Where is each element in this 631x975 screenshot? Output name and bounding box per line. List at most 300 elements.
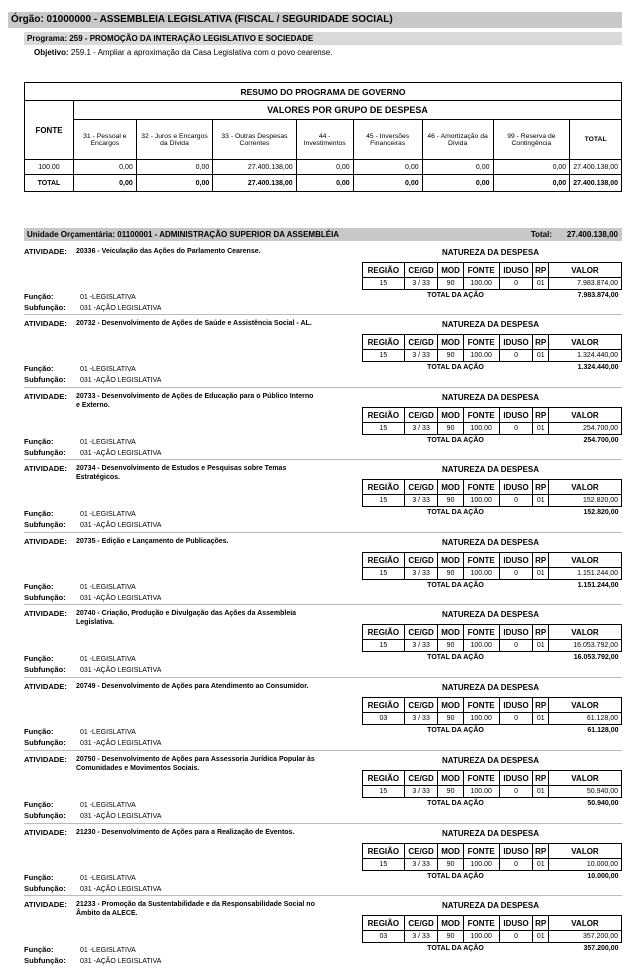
natureza-title: NATUREZA DA DESPESA <box>442 393 540 402</box>
col-header: IDUSO <box>499 553 533 568</box>
total-acao-label: TOTAL DA AÇÃO <box>427 292 484 299</box>
subfuncao-row <box>24 811 161 820</box>
subfuncao-label: Subfunção: <box>24 375 66 384</box>
total-cell: 0,00 <box>493 175 570 192</box>
funcao-value: 01 -LEGISLATIVA <box>80 947 136 954</box>
funcao-value: 01 -LEGISLATIVA <box>80 584 136 591</box>
atividade-label: ATIVIDADE: <box>24 900 67 909</box>
regiao-cell: 15 <box>363 640 405 652</box>
col-header: MOD <box>438 771 463 786</box>
atividade-title: 20740 - Criação, Produção e Divulgação das Ações da Assembleia Legislativa. <box>76 610 297 626</box>
cegd-cell: 3 / 33 <box>404 713 438 725</box>
mod-cell: 90 <box>438 568 463 580</box>
regiao-cell: 15 <box>363 859 405 871</box>
atividade-title: 20336 - Veiculação das Ações do Parlamento Cearense. <box>76 248 261 255</box>
funcao-label: Função: <box>24 873 54 882</box>
funcao-label: Função: <box>24 582 54 591</box>
value-cell: 27.400.138,00 <box>570 160 622 175</box>
col-header: CE/GD <box>404 263 438 278</box>
rp-cell: 01 <box>533 640 549 652</box>
col-header: RP <box>533 625 549 640</box>
cegd-cell: 3 / 33 <box>404 931 438 943</box>
natureza-title: NATUREZA DA DESPESA <box>442 756 540 765</box>
subfuncao-label: Subfunção: <box>24 811 66 820</box>
atividade-block <box>24 609 622 681</box>
funcao-label: Função: <box>24 364 54 373</box>
natureza-table <box>362 479 622 518</box>
iduso-cell: 0 <box>499 859 533 871</box>
fonte-cell: 100.00 <box>463 350 499 362</box>
col-header: IDUSO <box>499 335 533 350</box>
funcao-row <box>24 437 136 446</box>
regiao-cell: 15 <box>363 568 405 580</box>
col-header: 99 - Reserva de Contingência <box>493 120 570 160</box>
col-header: MOD <box>438 625 463 640</box>
col-header: REGIÃO <box>363 771 405 786</box>
col-header: FONTE <box>463 335 499 350</box>
value-cell: 0,00 <box>296 160 353 175</box>
col-header: VALOR <box>549 553 622 568</box>
separator <box>24 314 622 315</box>
subfuncao-label: Subfunção: <box>24 884 66 893</box>
col-header: IDUSO <box>499 771 533 786</box>
funcao-value: 01 -LEGISLATIVA <box>80 729 136 736</box>
total-acao-value: 1.324.440,00 <box>549 362 622 374</box>
funcao-row <box>24 582 136 591</box>
atividade-title: 21230 - Desenvolvimento de Ações para a Realização de Eventos. <box>76 829 295 836</box>
total-acao-label: TOTAL DA AÇÃO <box>427 437 484 444</box>
fonte-cell: 100.00 <box>463 495 499 507</box>
total-acao-value: 357.200,00 <box>549 943 622 955</box>
col-header: IDUSO <box>499 844 533 859</box>
subfuncao-value: 031 -AÇÃO LEGISLATIVA <box>80 522 162 529</box>
atividade-block <box>24 900 622 972</box>
total-acao-value: 254.700,00 <box>549 435 622 447</box>
atividade-label: ATIVIDADE: <box>24 392 67 401</box>
separator <box>24 895 622 896</box>
natureza-table <box>362 697 622 736</box>
atividade-block <box>24 828 622 900</box>
subfuncao-label: Subfunção: <box>24 520 66 529</box>
col-header: 32 - Juros e Encargos da Dívida <box>136 120 213 160</box>
funcao-row <box>24 945 136 954</box>
iduso-cell: 0 <box>499 713 533 725</box>
mod-cell: 90 <box>438 495 463 507</box>
fonte-header: FONTE <box>25 101 74 160</box>
col-header: IDUSO <box>499 263 533 278</box>
col-header: MOD <box>438 844 463 859</box>
atividade-label: ATIVIDADE: <box>24 537 67 546</box>
value-cell: 0,00 <box>353 160 422 175</box>
col-header: REGIÃO <box>363 916 405 931</box>
total-cell: 0,00 <box>296 175 353 192</box>
col-header: VALOR <box>549 771 622 786</box>
funcao-label: Função: <box>24 727 54 736</box>
col-header: RP <box>533 553 549 568</box>
fonte-cell: 100.00 <box>463 568 499 580</box>
atividade-label: ATIVIDADE: <box>24 319 67 328</box>
valor-cell: 1.151.244,00 <box>549 568 622 580</box>
subfuncao-label: Subfunção: <box>24 738 66 747</box>
col-header: VALOR <box>549 698 622 713</box>
natureza-title: NATUREZA DA DESPESA <box>442 829 540 838</box>
subfuncao-value: 031 -AÇÃO LEGISLATIVA <box>80 450 162 457</box>
funcao-label: Função: <box>24 654 54 663</box>
valor-cell: 7.983.874,00 <box>549 278 622 290</box>
mod-cell: 90 <box>438 350 463 362</box>
funcao-label: Função: <box>24 509 54 518</box>
separator <box>24 532 622 533</box>
iduso-cell: 0 <box>499 568 533 580</box>
natureza-title: NATUREZA DA DESPESA <box>442 465 540 474</box>
separator <box>24 823 622 824</box>
regiao-cell: 03 <box>363 931 405 943</box>
col-header: VALOR <box>549 263 622 278</box>
funcao-value: 01 -LEGISLATIVA <box>80 511 136 518</box>
col-header: IDUSO <box>499 916 533 931</box>
valor-cell: 16.053.792,00 <box>549 640 622 652</box>
col-header: RP <box>533 480 549 495</box>
resumo-table <box>24 82 622 192</box>
funcao-value: 01 -LEGISLATIVA <box>80 366 136 373</box>
col-header: REGIÃO <box>363 263 405 278</box>
unidade-label: Unidade Orçamentária: 01100001 - ADMINISTRAÇÃO SUPERIOR DA ASSEMBLÉIA <box>27 230 340 239</box>
natureza-title: NATUREZA DA DESPESA <box>442 248 540 257</box>
col-header: FONTE <box>463 625 499 640</box>
separator <box>24 387 622 388</box>
fonte-cell: 100.00 <box>463 713 499 725</box>
subfuncao-label: Subfunção: <box>24 665 66 674</box>
col-header: REGIÃO <box>363 844 405 859</box>
col-header: FONTE <box>463 263 499 278</box>
rp-cell: 01 <box>533 786 549 798</box>
col-header: REGIÃO <box>363 408 405 423</box>
subfuncao-row <box>24 956 161 965</box>
col-header: MOD <box>438 698 463 713</box>
col-header: CE/GD <box>404 625 438 640</box>
funcao-value: 01 -LEGISLATIVA <box>80 439 136 446</box>
cegd-cell: 3 / 33 <box>404 495 438 507</box>
col-header: FONTE <box>463 771 499 786</box>
col-header: VALOR <box>549 408 622 423</box>
regiao-cell: 15 <box>363 495 405 507</box>
col-header: CE/GD <box>404 408 438 423</box>
col-header: FONTE <box>463 844 499 859</box>
unidade-total-label: Total: <box>530 230 552 239</box>
col-header: 33 - Outras Despesas Correntes <box>213 120 296 160</box>
subfuncao-label: Subfunção: <box>24 956 66 965</box>
rp-cell: 01 <box>533 931 549 943</box>
subfuncao-value: 031 -AÇÃO LEGISLATIVA <box>80 813 162 820</box>
total-acao-value: 152.820,00 <box>549 507 622 519</box>
col-header: REGIÃO <box>363 625 405 640</box>
subfuncao-label: Subfunção: <box>24 303 66 312</box>
atividade-block <box>24 319 622 391</box>
iduso-cell: 0 <box>499 786 533 798</box>
funcao-label: Função: <box>24 437 54 446</box>
col-header: VALOR <box>549 480 622 495</box>
total-acao-label: TOTAL DA AÇÃO <box>427 873 484 880</box>
rp-cell: 01 <box>533 713 549 725</box>
col-header: RP <box>533 335 549 350</box>
unidade-total: 27.400.138,00 <box>566 230 618 239</box>
regiao-cell: 15 <box>363 278 405 290</box>
col-header: RP <box>533 698 549 713</box>
total-acao-value: 50.940,00 <box>549 798 622 810</box>
cegd-cell: 3 / 33 <box>404 859 438 871</box>
cegd-cell: 3 / 33 <box>404 350 438 362</box>
col-header: 46 - Amortização da Dívida <box>422 120 493 160</box>
natureza-table <box>362 552 622 591</box>
mod-cell: 90 <box>438 859 463 871</box>
natureza-title: NATUREZA DA DESPESA <box>442 683 540 692</box>
col-header: MOD <box>438 553 463 568</box>
col-header: CE/GD <box>404 480 438 495</box>
cegd-cell: 3 / 33 <box>404 568 438 580</box>
funcao-label: Função: <box>24 945 54 954</box>
regiao-cell: 15 <box>363 423 405 435</box>
orgao-header: Órgão: 01000000 - ASSEMBLEIA LEGISLATIVA (FISCAL / SEGURIDADE SOCIAL) <box>8 12 622 28</box>
subfuncao-value: 031 -AÇÃO LEGISLATIVA <box>80 740 162 747</box>
separator <box>24 750 622 751</box>
atividade-label: ATIVIDADE: <box>24 682 67 691</box>
subfuncao-value: 031 -AÇÃO LEGISLATIVA <box>80 667 162 674</box>
atividade-label: ATIVIDADE: <box>24 609 67 618</box>
col-header: VALOR <box>549 625 622 640</box>
col-header: CE/GD <box>404 335 438 350</box>
natureza-table <box>362 407 622 446</box>
col-header: MOD <box>438 408 463 423</box>
valor-cell: 357.200,00 <box>549 931 622 943</box>
atividade-title: 20734 - Desenvolvimento de Estudos e Pesquisas sobre Temas Estratégicos. <box>76 465 287 481</box>
subfuncao-value: 031 -AÇÃO LEGISLATIVA <box>80 305 162 312</box>
mod-cell: 90 <box>438 786 463 798</box>
col-header: RP <box>533 844 549 859</box>
col-header: VALOR <box>549 916 622 931</box>
col-header: IDUSO <box>499 698 533 713</box>
natureza-table <box>362 262 622 301</box>
objetivo-text: 259.1 - Ampliar a aproximação da Casa Legislativa com o povo cearense. <box>70 48 333 57</box>
funcao-label: Função: <box>24 292 54 301</box>
col-header: IDUSO <box>499 625 533 640</box>
valor-cell: 254.700,00 <box>549 423 622 435</box>
atividade-title: 21233 - Promoção da Sustentabilidade e da Responsabilidade Social no Âmbito da ALECE. <box>76 901 315 917</box>
col-header: FONTE <box>463 698 499 713</box>
subfuncao-value: 031 -AÇÃO LEGISLATIVA <box>80 886 162 893</box>
total-cell: 0,00 <box>74 175 137 192</box>
col-header: VALOR <box>549 844 622 859</box>
iduso-cell: 0 <box>499 640 533 652</box>
subfuncao-row <box>24 448 161 457</box>
atividade-title: 20750 - Desenvolvimento de Ações para Assessoria Jurídica Popular às Comunidades e Movimentos Sociais. <box>76 756 315 772</box>
atividade-label: ATIVIDADE: <box>24 247 67 256</box>
total-acao-value: 61.128,00 <box>549 725 622 737</box>
fonte-cell: 100.00 <box>25 160 74 175</box>
total-acao-value: 1.151.244,00 <box>549 580 622 592</box>
regiao-cell: 15 <box>363 350 405 362</box>
col-header: RP <box>533 408 549 423</box>
rp-cell: 01 <box>533 423 549 435</box>
natureza-title: NATUREZA DA DESPESA <box>442 901 540 910</box>
atividade-label: ATIVIDADE: <box>24 464 67 473</box>
atividade-block <box>24 392 622 464</box>
funcao-row <box>24 873 136 882</box>
col-header: IDUSO <box>499 480 533 495</box>
iduso-cell: 0 <box>499 931 533 943</box>
atividade-block <box>24 755 622 827</box>
fonte-cell: 100.00 <box>463 786 499 798</box>
atividade-label: ATIVIDADE: <box>24 828 67 837</box>
col-header: VALOR <box>549 335 622 350</box>
natureza-title: NATUREZA DA DESPESA <box>442 320 540 329</box>
total-cell: 0,00 <box>422 175 493 192</box>
total-acao-label: TOTAL DA AÇÃO <box>427 727 484 734</box>
resumo-subtitle: VALORES POR GRUPO DE DESPESA <box>74 101 622 120</box>
funcao-row <box>24 509 136 518</box>
subfuncao-row <box>24 303 161 312</box>
total-acao-label: TOTAL DA AÇÃO <box>427 509 484 516</box>
col-header: MOD <box>438 916 463 931</box>
col-header: FONTE <box>463 408 499 423</box>
objetivo <box>34 48 332 57</box>
subfuncao-value: 031 -AÇÃO LEGISLATIVA <box>80 377 162 384</box>
subfuncao-row <box>24 593 161 602</box>
atividade-block <box>24 682 622 754</box>
total-acao-label: TOTAL DA AÇÃO <box>427 945 484 952</box>
valor-cell: 61.128,00 <box>549 713 622 725</box>
fonte-cell: 100.00 <box>463 278 499 290</box>
cegd-cell: 3 / 33 <box>404 423 438 435</box>
objetivo-label: Objetivo: <box>34 48 69 57</box>
funcao-row <box>24 364 136 373</box>
subfuncao-value: 031 -AÇÃO LEGISLATIVA <box>80 595 162 602</box>
rp-cell: 01 <box>533 278 549 290</box>
col-header: REGIÃO <box>363 480 405 495</box>
mod-cell: 90 <box>438 713 463 725</box>
mod-cell: 90 <box>438 931 463 943</box>
total-acao-label: TOTAL DA AÇÃO <box>427 800 484 807</box>
total-acao-label: TOTAL DA AÇÃO <box>427 364 484 371</box>
col-header: RP <box>533 263 549 278</box>
funcao-row <box>24 800 136 809</box>
value-cell: 0,00 <box>136 160 213 175</box>
col-header: CE/GD <box>404 553 438 568</box>
valor-cell: 1.324.440,00 <box>549 350 622 362</box>
col-header: 44 - Investimentos <box>296 120 353 160</box>
fonte-cell: 100.00 <box>463 859 499 871</box>
col-header: CE/GD <box>404 844 438 859</box>
regiao-cell: 03 <box>363 713 405 725</box>
fonte-cell: 100.00 <box>463 423 499 435</box>
funcao-value: 01 -LEGISLATIVA <box>80 802 136 809</box>
total-acao-value: 16.053.792,00 <box>549 652 622 664</box>
value-cell: 27.400.138,00 <box>213 160 296 175</box>
mod-cell: 90 <box>438 423 463 435</box>
resumo-title: RESUMO DO PROGRAMA DE GOVERNO <box>25 83 622 101</box>
funcao-row <box>24 727 136 736</box>
col-header: IDUSO <box>499 408 533 423</box>
regiao-cell: 15 <box>363 786 405 798</box>
total-cell: 27.400.138,00 <box>570 175 622 192</box>
atividade-block <box>24 247 622 319</box>
atividade-block <box>24 464 622 536</box>
value-cell: 0,00 <box>74 160 137 175</box>
separator <box>24 677 622 678</box>
total-acao-label: TOTAL DA AÇÃO <box>427 654 484 661</box>
total-cell: 27.400.138,00 <box>213 175 296 192</box>
mod-cell: 90 <box>438 640 463 652</box>
fonte-cell: 100.00 <box>463 931 499 943</box>
natureza-table <box>362 915 622 954</box>
col-header: REGIÃO <box>363 553 405 568</box>
col-header: MOD <box>438 335 463 350</box>
col-header: FONTE <box>463 480 499 495</box>
separator <box>24 604 622 605</box>
cegd-cell: 3 / 33 <box>404 640 438 652</box>
subfuncao-row <box>24 665 161 674</box>
subfuncao-row <box>24 884 161 893</box>
col-header: MOD <box>438 480 463 495</box>
value-cell: 0,00 <box>493 160 570 175</box>
separator <box>24 459 622 460</box>
col-header: REGIÃO <box>363 335 405 350</box>
atividade-title: 20732 - Desenvolvimento de Ações de Saúde e Assistência Social - AL. <box>76 320 312 327</box>
funcao-value: 01 -LEGISLATIVA <box>80 875 136 882</box>
funcao-label: Função: <box>24 800 54 809</box>
col-header: RP <box>533 916 549 931</box>
funcao-row <box>24 654 136 663</box>
subfuncao-row <box>24 738 161 747</box>
cegd-cell: 3 / 33 <box>404 786 438 798</box>
natureza-table <box>362 624 622 663</box>
total-label: TOTAL <box>25 175 74 192</box>
subfuncao-label: Subfunção: <box>24 593 66 602</box>
atividade-title: 20733 - Desenvolvimento de Ações de Educação para o Público Interno e Externo. <box>76 393 314 409</box>
col-header: REGIÃO <box>363 698 405 713</box>
rp-cell: 01 <box>533 350 549 362</box>
rp-cell: 01 <box>533 568 549 580</box>
col-header: CE/GD <box>404 698 438 713</box>
col-header: 45 - Inversões Financeiras <box>353 120 422 160</box>
fonte-cell: 100.00 <box>463 640 499 652</box>
valor-cell: 50.940,00 <box>549 786 622 798</box>
rp-cell: 01 <box>533 859 549 871</box>
col-header: CE/GD <box>404 916 438 931</box>
subfuncao-row <box>24 520 161 529</box>
natureza-title: NATUREZA DA DESPESA <box>442 610 540 619</box>
unidade-header <box>24 228 622 241</box>
atividade-label: ATIVIDADE: <box>24 755 67 764</box>
col-header: TOTAL <box>570 120 622 160</box>
valor-cell: 10.000,00 <box>549 859 622 871</box>
col-header: MOD <box>438 263 463 278</box>
total-acao-value: 10.000,00 <box>549 871 622 883</box>
funcao-value: 01 -LEGISLATIVA <box>80 656 136 663</box>
subfuncao-row <box>24 375 161 384</box>
total-acao-value: 7.983.874,00 <box>549 290 622 302</box>
funcao-value: 01 -LEGISLATIVA <box>80 294 136 301</box>
subfuncao-value: 031 -AÇÃO LEGISLATIVA <box>80 958 162 965</box>
natureza-table <box>362 334 622 373</box>
natureza-title: NATUREZA DA DESPESA <box>442 538 540 547</box>
atividade-title: 20735 - Edição e Lançamento de Publicações. <box>76 538 229 545</box>
total-acao-label: TOTAL DA AÇÃO <box>427 582 484 589</box>
iduso-cell: 0 <box>499 423 533 435</box>
col-header: FONTE <box>463 553 499 568</box>
iduso-cell: 0 <box>499 350 533 362</box>
natureza-table <box>362 843 622 882</box>
subfuncao-label: Subfunção: <box>24 448 66 457</box>
